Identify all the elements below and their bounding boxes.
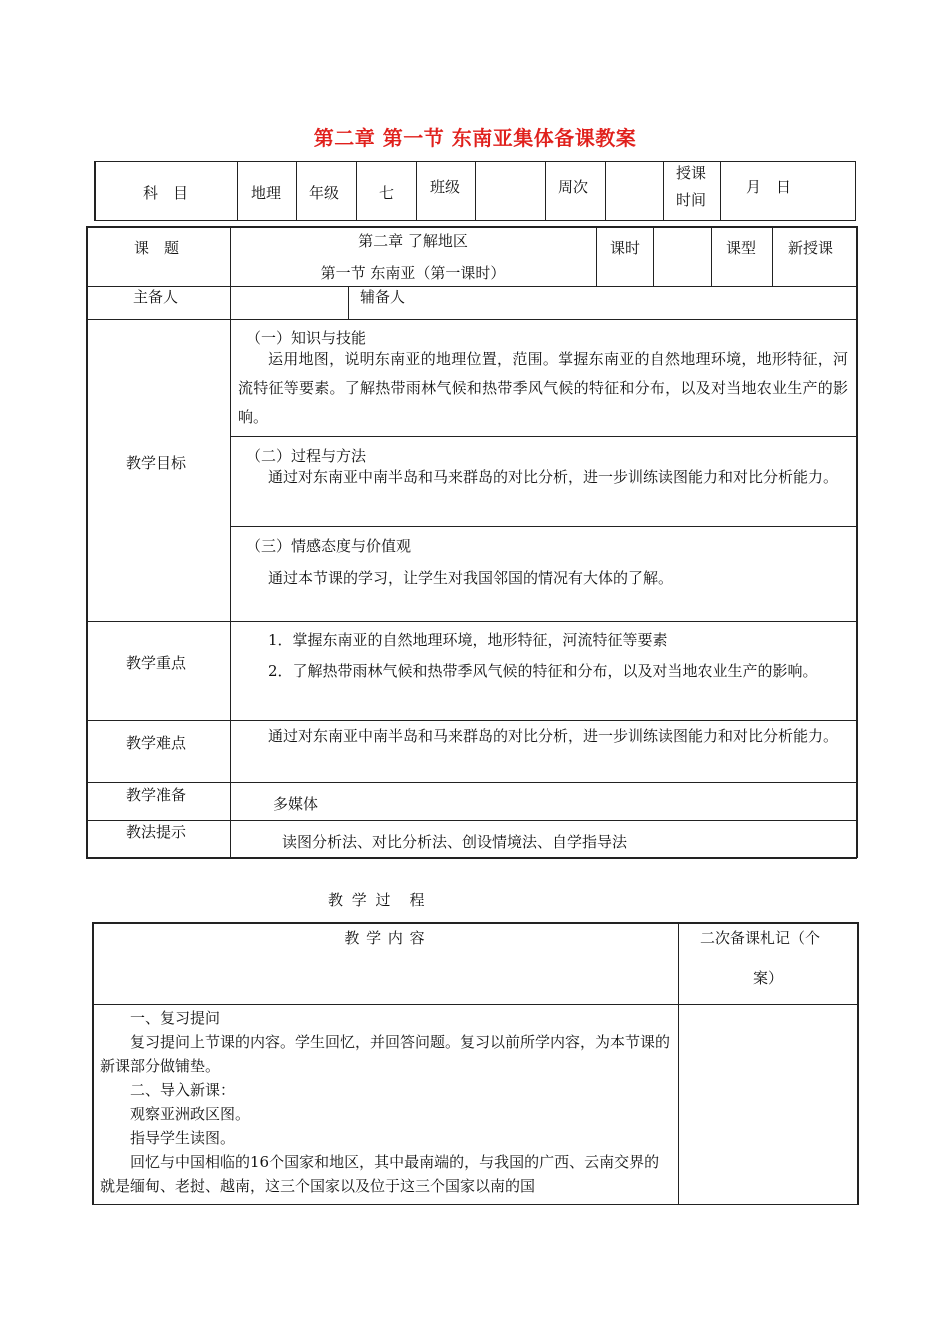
process-line: 观察亚洲政区图。 [130,1105,251,1123]
notes-column-header-line2: 案） [752,969,783,987]
key-points-label: 教学重点 [126,654,187,672]
process-line: 一、复习提问 [130,1009,221,1027]
assist-preparer-label: 辅备人 [360,288,406,306]
main-preparer-label: 主备人 [133,288,179,306]
process-line: 二、导入新课： [130,1081,236,1099]
week-label: 周次 [558,178,589,196]
knowledge-text: 运用地图，说明东南亚的地理位置，范围。掌握东南亚的自然地理环境，地形特征，河流特征等要素。了解热带雨林气候和热带季风气候的特征和分布，以及对当地农业生产的影响。 [238,350,848,426]
preparation-value: 多媒体 [273,795,319,813]
hours-label: 课时 [610,239,641,257]
process-line: 复习提问上节课的内容。学生回忆，并回答问题。复习以前所学内容，为本节课的新课部分做铺垫。 [100,1033,671,1075]
topic-line-2: 第一节 东南亚（第一课时） [320,264,506,282]
notes-column-header-line1: 二次备课札记（个 [700,929,821,947]
process-line: 指导学生读图。 [130,1129,236,1147]
difficulties-label: 教学难点 [126,734,187,752]
preparation-label: 教学准备 [126,786,187,804]
key-point-1: 1．掌握东南亚的自然地理环境，地形特征，河流特征等要素 [268,631,668,649]
teach-time-label-line2: 时间 [676,191,707,209]
attitude-text: 通过本节课的学习，让学生对我国邻国的情况有大体的了解。 [268,569,674,587]
process-section-title: 教 学 过 程 [328,891,427,909]
topic-line-1: 第二章 了解地区 [358,232,468,250]
content-column-header: 教 学 内 容 [344,929,426,947]
methods-value: 读图分析法、对比分析法、创设情境法、自学指导法 [282,833,628,851]
attitude-heading: （三）情感态度与价值观 [246,537,412,555]
subject-value: 地理 [251,184,282,202]
type-label: 课型 [726,239,757,257]
difficulties-text: 通过对东南亚中南半岛和马来群岛的对比分析，进一步训练读图能力和对比分析能力。 [268,727,839,745]
knowledge-heading: （一）知识与技能 [246,329,367,347]
key-point-2: 2．了解热带雨林气候和热带季风气候的特征和分布，以及对当地农业生产的影响。 [268,662,818,680]
process-line: 回忆与中国相临的16个国家和地区，其中最南端的，与我国的广西、云南交界的就是缅甸、老挝、越南，这三个国家以及位于这三个国家以南的国 [100,1153,660,1195]
objectives-label: 教学目标 [126,454,187,472]
grade-value: 七 [379,184,395,202]
grade-label: 年级 [309,184,340,202]
topic-label: 课 题 [134,239,180,257]
process-content [100,1006,670,1198]
class-label: 班级 [430,178,461,196]
date-value: 月 日 [746,178,792,196]
type-value: 新授课 [788,239,834,257]
document-title: 第二章 第一节 东南亚集体备课教案 [313,126,637,150]
process-heading: （二）过程与方法 [246,447,367,465]
subject-label: 科 目 [143,184,189,202]
process-text: 通过对东南亚中南半岛和马来群岛的对比分析，进一步训练读图能力和对比分析能力。 [268,468,839,486]
teach-time-label-line1: 授课 [676,164,707,182]
methods-label: 教法提示 [126,823,187,841]
